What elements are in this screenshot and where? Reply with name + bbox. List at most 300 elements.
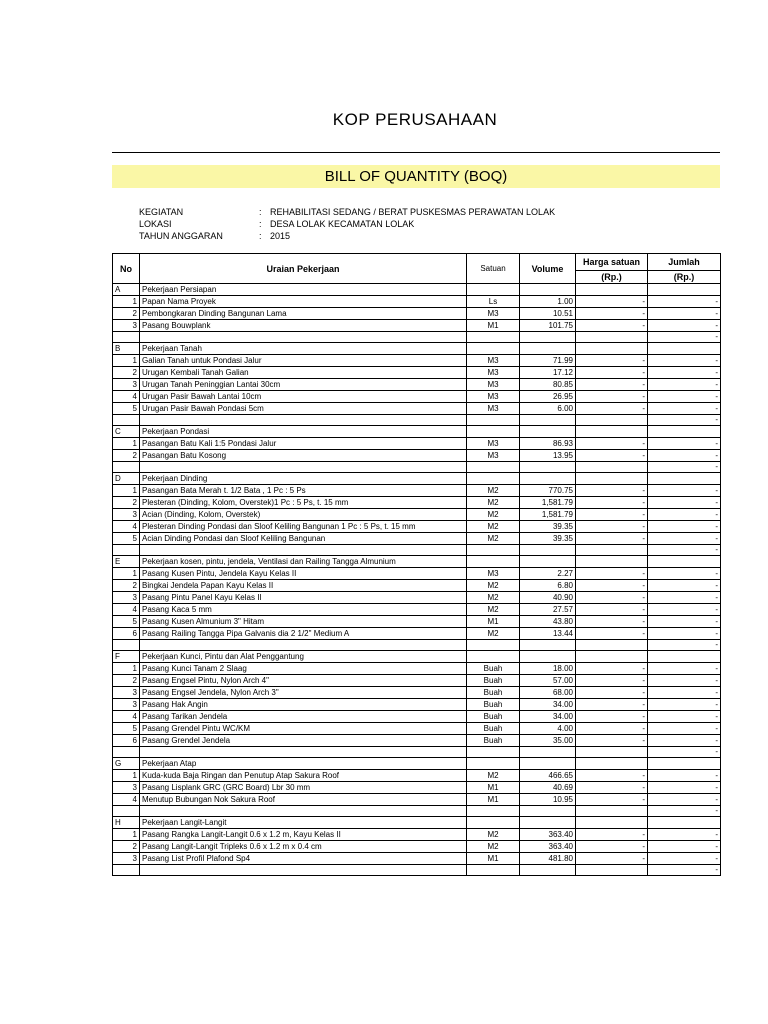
item-volume: 39.35 bbox=[520, 521, 576, 533]
empty-cell bbox=[576, 473, 648, 485]
empty-cell bbox=[113, 865, 140, 876]
meta-label: TAHUN ANGGARAN bbox=[139, 231, 223, 241]
empty-cell bbox=[113, 332, 140, 343]
item-number: 5 bbox=[113, 403, 140, 415]
empty-cell bbox=[576, 343, 648, 355]
item-volume: 18.00 bbox=[520, 663, 576, 675]
item-volume: 68.00 bbox=[520, 687, 576, 699]
item-unit-price: - bbox=[576, 687, 648, 699]
item-unit: Buah bbox=[467, 723, 520, 735]
item-volume: 1,581.79 bbox=[520, 509, 576, 521]
empty-cell bbox=[648, 817, 721, 829]
item-number: 4 bbox=[113, 794, 140, 806]
item-number: 4 bbox=[113, 391, 140, 403]
item-volume: 466.65 bbox=[520, 770, 576, 782]
item-number: 1 bbox=[113, 355, 140, 367]
meta-colon: : bbox=[259, 219, 262, 229]
item-unit: M3 bbox=[467, 450, 520, 462]
section-subtotal-row bbox=[113, 747, 721, 758]
empty-cell bbox=[467, 343, 520, 355]
table-row bbox=[113, 509, 721, 521]
section-row bbox=[113, 473, 721, 485]
empty-cell bbox=[467, 747, 520, 758]
item-number: 1 bbox=[113, 296, 140, 308]
table-row bbox=[113, 450, 721, 462]
section-row bbox=[113, 556, 721, 568]
item-number: 3 bbox=[113, 699, 140, 711]
empty-cell bbox=[576, 284, 648, 296]
item-description: Urugan Pasir Bawah Pondasi 5cm bbox=[140, 403, 467, 415]
table-row bbox=[113, 794, 721, 806]
item-description: Galian Tanah untuk Pondasi Jalur bbox=[140, 355, 467, 367]
col-header-satuan: Satuan bbox=[467, 254, 520, 284]
empty-cell bbox=[520, 865, 576, 876]
item-description: Pasangan Bata Merah t. 1/2 Bata , 1 Pc : 5 Ps bbox=[140, 485, 467, 497]
empty-cell bbox=[520, 817, 576, 829]
section-title: Pekerjaan Atap bbox=[140, 758, 467, 770]
table-row bbox=[113, 663, 721, 675]
item-number: 2 bbox=[113, 450, 140, 462]
section-subtotal-row bbox=[113, 332, 721, 343]
item-number: 4 bbox=[113, 711, 140, 723]
item-unit-price: - bbox=[576, 580, 648, 592]
section-subtotal: - bbox=[648, 640, 721, 651]
section-subtotal-row bbox=[113, 640, 721, 651]
item-number: 1 bbox=[113, 829, 140, 841]
item-unit-price: - bbox=[576, 592, 648, 604]
item-unit: M2 bbox=[467, 604, 520, 616]
item-unit-price: - bbox=[576, 675, 648, 687]
item-volume: 363.40 bbox=[520, 829, 576, 841]
empty-cell bbox=[113, 462, 140, 473]
empty-cell bbox=[520, 556, 576, 568]
item-unit-price: - bbox=[576, 355, 648, 367]
empty-cell bbox=[140, 462, 467, 473]
table-row bbox=[113, 628, 721, 640]
empty-cell bbox=[140, 640, 467, 651]
table-row bbox=[113, 841, 721, 853]
table-row bbox=[113, 367, 721, 379]
empty-cell bbox=[113, 545, 140, 556]
item-unit: Buah bbox=[467, 687, 520, 699]
section-subtotal: - bbox=[648, 545, 721, 556]
section-code: A bbox=[113, 284, 140, 296]
item-description: Pasang Grendel Pintu WC/KM bbox=[140, 723, 467, 735]
empty-cell bbox=[520, 415, 576, 426]
empty-cell bbox=[576, 640, 648, 651]
section-subtotal-row bbox=[113, 806, 721, 817]
item-unit: M3 bbox=[467, 308, 520, 320]
item-number: 1 bbox=[113, 770, 140, 782]
item-unit-price: - bbox=[576, 663, 648, 675]
meta-value: REHABILITASI SEDANG / BERAT PUSKESMAS PERAWATAN LOLAK bbox=[270, 207, 556, 217]
item-unit-price: - bbox=[576, 853, 648, 865]
item-total: - bbox=[648, 853, 721, 865]
empty-cell bbox=[576, 806, 648, 817]
item-description: Pasang List Profil Plafond Sp4 bbox=[140, 853, 467, 865]
item-volume: 26.95 bbox=[520, 391, 576, 403]
empty-cell bbox=[467, 651, 520, 663]
item-number: 3 bbox=[113, 320, 140, 332]
item-unit: M3 bbox=[467, 367, 520, 379]
item-unit: M2 bbox=[467, 533, 520, 545]
item-unit: M3 bbox=[467, 403, 520, 415]
item-number: 1 bbox=[113, 438, 140, 450]
item-number: 6 bbox=[113, 735, 140, 747]
item-volume: 101.75 bbox=[520, 320, 576, 332]
item-unit-price: - bbox=[576, 403, 648, 415]
item-unit-price: - bbox=[576, 497, 648, 509]
item-unit-price: - bbox=[576, 616, 648, 628]
item-total: - bbox=[648, 533, 721, 545]
item-unit: M1 bbox=[467, 794, 520, 806]
item-description: Pasangan Batu Kali 1:5 Pondasi Jalur bbox=[140, 438, 467, 450]
item-number: 2 bbox=[113, 580, 140, 592]
item-unit: Buah bbox=[467, 663, 520, 675]
item-total: - bbox=[648, 592, 721, 604]
empty-cell bbox=[467, 415, 520, 426]
item-total: - bbox=[648, 485, 721, 497]
item-number: 6 bbox=[113, 628, 140, 640]
empty-cell bbox=[113, 415, 140, 426]
item-total: - bbox=[648, 568, 721, 580]
item-unit-price: - bbox=[576, 699, 648, 711]
empty-cell bbox=[467, 462, 520, 473]
table-row bbox=[113, 355, 721, 367]
section-title: Pekerjaan Langit-Langit bbox=[140, 817, 467, 829]
item-total: - bbox=[648, 699, 721, 711]
item-unit: Ls bbox=[467, 296, 520, 308]
item-volume: 4.00 bbox=[520, 723, 576, 735]
item-volume: 770.75 bbox=[520, 485, 576, 497]
boq-table-body bbox=[113, 284, 721, 876]
item-number: 3 bbox=[113, 782, 140, 794]
item-number: 1 bbox=[113, 663, 140, 675]
empty-cell bbox=[520, 284, 576, 296]
item-description: Pasang Lisplank GRC (GRC Board) Lbr 30 mm bbox=[140, 782, 467, 794]
item-description: Pasang Grendel Jendela bbox=[140, 735, 467, 747]
item-unit: M2 bbox=[467, 521, 520, 533]
empty-cell bbox=[140, 332, 467, 343]
item-total: - bbox=[648, 497, 721, 509]
empty-cell bbox=[520, 343, 576, 355]
item-unit-price: - bbox=[576, 770, 648, 782]
section-code: F bbox=[113, 651, 140, 663]
item-unit-price: - bbox=[576, 308, 648, 320]
section-title: Pekerjaan Pondasi bbox=[140, 426, 467, 438]
section-title: Pekerjaan kosen, pintu, jendela, Ventilasi dan Railing Tangga Almunium bbox=[140, 556, 467, 568]
section-row bbox=[113, 758, 721, 770]
table-row bbox=[113, 379, 721, 391]
table-row bbox=[113, 699, 721, 711]
item-description: Plesteran (Dinding, Kolom, Overstek)1 Pc : 5 Ps, t. 15 mm bbox=[140, 497, 467, 509]
section-code: E bbox=[113, 556, 140, 568]
table-row bbox=[113, 711, 721, 723]
item-description: Pasang Langit-Langit Tripleks 0.6 x 1.2 m x 0.4 cm bbox=[140, 841, 467, 853]
item-unit-price: - bbox=[576, 723, 648, 735]
col-header-jumlah: Jumlah bbox=[648, 254, 721, 271]
item-volume: 34.00 bbox=[520, 699, 576, 711]
section-subtotal-row bbox=[113, 545, 721, 556]
item-unit-price: - bbox=[576, 367, 648, 379]
section-subtotal: - bbox=[648, 415, 721, 426]
item-unit: M1 bbox=[467, 616, 520, 628]
section-code: C bbox=[113, 426, 140, 438]
meta-colon: : bbox=[259, 207, 262, 217]
col-header-jumlah-rp: (Rp.) bbox=[648, 271, 721, 284]
item-total: - bbox=[648, 308, 721, 320]
item-unit-price: - bbox=[576, 735, 648, 747]
empty-cell bbox=[467, 426, 520, 438]
empty-cell bbox=[140, 415, 467, 426]
item-total: - bbox=[648, 663, 721, 675]
item-unit: M2 bbox=[467, 509, 520, 521]
item-total: - bbox=[648, 391, 721, 403]
table-row bbox=[113, 308, 721, 320]
empty-cell bbox=[576, 332, 648, 343]
item-volume: 35.00 bbox=[520, 735, 576, 747]
item-unit: M2 bbox=[467, 592, 520, 604]
item-total: - bbox=[648, 320, 721, 332]
item-volume: 71.99 bbox=[520, 355, 576, 367]
table-row bbox=[113, 616, 721, 628]
item-volume: 57.00 bbox=[520, 675, 576, 687]
item-number: 3 bbox=[113, 687, 140, 699]
item-description: Acian Dinding Pondasi dan Sloof Keliling Bangunan bbox=[140, 533, 467, 545]
item-number: 5 bbox=[113, 616, 140, 628]
item-volume: 43.80 bbox=[520, 616, 576, 628]
item-description: Pembongkaran Dinding Bangunan Lama bbox=[140, 308, 467, 320]
item-total: - bbox=[648, 829, 721, 841]
item-volume: 6.00 bbox=[520, 403, 576, 415]
table-row bbox=[113, 770, 721, 782]
empty-cell bbox=[140, 806, 467, 817]
item-number: 5 bbox=[113, 723, 140, 735]
item-volume: 80.85 bbox=[520, 379, 576, 391]
item-number: 3 bbox=[113, 853, 140, 865]
col-header-harga: Harga satuan bbox=[576, 254, 648, 271]
item-total: - bbox=[648, 794, 721, 806]
empty-cell bbox=[648, 556, 721, 568]
empty-cell bbox=[520, 747, 576, 758]
col-header-no: No bbox=[113, 254, 140, 284]
empty-cell bbox=[576, 747, 648, 758]
section-title: Pekerjaan Dinding bbox=[140, 473, 467, 485]
item-number: 2 bbox=[113, 367, 140, 379]
item-volume: 6.80 bbox=[520, 580, 576, 592]
empty-cell bbox=[520, 332, 576, 343]
empty-cell bbox=[113, 640, 140, 651]
section-row bbox=[113, 426, 721, 438]
empty-cell bbox=[520, 473, 576, 485]
item-unit-price: - bbox=[576, 521, 648, 533]
item-volume: 481.80 bbox=[520, 853, 576, 865]
document-title: BILL OF QUANTITY (BOQ) bbox=[112, 165, 720, 188]
table-row bbox=[113, 320, 721, 332]
item-description: Menutup Bubungan Nok Sakura Roof bbox=[140, 794, 467, 806]
item-unit-price: - bbox=[576, 604, 648, 616]
item-unit: M3 bbox=[467, 438, 520, 450]
item-number: 3 bbox=[113, 592, 140, 604]
item-unit: Buah bbox=[467, 675, 520, 687]
empty-cell bbox=[467, 545, 520, 556]
empty-cell bbox=[140, 545, 467, 556]
header-divider bbox=[112, 152, 720, 153]
item-total: - bbox=[648, 604, 721, 616]
table-row bbox=[113, 521, 721, 533]
section-subtotal: - bbox=[648, 462, 721, 473]
empty-cell bbox=[467, 284, 520, 296]
empty-cell bbox=[140, 747, 467, 758]
item-volume: 2.27 bbox=[520, 568, 576, 580]
item-unit: M2 bbox=[467, 829, 520, 841]
item-unit-price: - bbox=[576, 509, 648, 521]
table-row bbox=[113, 497, 721, 509]
col-header-harga-rp: (Rp.) bbox=[576, 271, 648, 284]
item-total: - bbox=[648, 711, 721, 723]
table-row bbox=[113, 829, 721, 841]
empty-cell bbox=[520, 640, 576, 651]
section-subtotal: - bbox=[648, 747, 721, 758]
item-number: 2 bbox=[113, 675, 140, 687]
item-description: Pasang Bouwplank bbox=[140, 320, 467, 332]
section-subtotal-row bbox=[113, 415, 721, 426]
item-unit-price: - bbox=[576, 450, 648, 462]
item-unit-price: - bbox=[576, 628, 648, 640]
item-description: Pasang Kusen Almunium 3" Hitam bbox=[140, 616, 467, 628]
item-total: - bbox=[648, 403, 721, 415]
item-unit: M3 bbox=[467, 391, 520, 403]
item-description: Acian (Dinding, Kolom, Overstek) bbox=[140, 509, 467, 521]
item-total: - bbox=[648, 782, 721, 794]
item-number: 4 bbox=[113, 604, 140, 616]
item-number: 1 bbox=[113, 568, 140, 580]
col-header-uraian: Uraian Pekerjaan bbox=[140, 254, 467, 284]
section-subtotal: - bbox=[648, 806, 721, 817]
section-code: G bbox=[113, 758, 140, 770]
item-description: Urugan Pasir Bawah Lantai 10cm bbox=[140, 391, 467, 403]
item-unit: M2 bbox=[467, 770, 520, 782]
table-row bbox=[113, 403, 721, 415]
item-description: Pasangan Batu Kosong bbox=[140, 450, 467, 462]
item-description: Pasang Engsel Jendela, Nylon Arch 3" bbox=[140, 687, 467, 699]
item-total: - bbox=[648, 687, 721, 699]
item-unit-price: - bbox=[576, 794, 648, 806]
empty-cell bbox=[576, 651, 648, 663]
table-row bbox=[113, 568, 721, 580]
section-code: D bbox=[113, 473, 140, 485]
table-row bbox=[113, 296, 721, 308]
section-title: Pekerjaan Kunci, Pintu dan Alat Penggantung bbox=[140, 651, 467, 663]
section-subtotal: - bbox=[648, 865, 721, 876]
item-unit-price: - bbox=[576, 485, 648, 497]
item-total: - bbox=[648, 770, 721, 782]
meta-label: KEGIATAN bbox=[139, 207, 184, 217]
empty-cell bbox=[576, 865, 648, 876]
item-unit: M2 bbox=[467, 485, 520, 497]
item-unit-price: - bbox=[576, 841, 648, 853]
empty-cell bbox=[520, 806, 576, 817]
item-unit: Buah bbox=[467, 711, 520, 723]
item-unit-price: - bbox=[576, 296, 648, 308]
empty-cell bbox=[576, 758, 648, 770]
item-number: 3 bbox=[113, 509, 140, 521]
empty-cell bbox=[520, 545, 576, 556]
item-total: - bbox=[648, 675, 721, 687]
empty-cell bbox=[520, 426, 576, 438]
item-total: - bbox=[648, 367, 721, 379]
col-header-volume: Volume bbox=[520, 254, 576, 284]
empty-cell bbox=[520, 462, 576, 473]
item-unit: M1 bbox=[467, 320, 520, 332]
item-total: - bbox=[648, 580, 721, 592]
item-description: Pasang Engsel Pintu, Nylon Arch 4" bbox=[140, 675, 467, 687]
section-row bbox=[113, 817, 721, 829]
item-description: Pasang Kusen Pintu, Jendela Kayu Kelas II bbox=[140, 568, 467, 580]
empty-cell bbox=[648, 758, 721, 770]
table-row bbox=[113, 735, 721, 747]
item-description: Pasang Pintu Panel Kayu Kelas II bbox=[140, 592, 467, 604]
empty-cell bbox=[113, 806, 140, 817]
item-volume: 10.51 bbox=[520, 308, 576, 320]
item-volume: 13.44 bbox=[520, 628, 576, 640]
item-volume: 10.95 bbox=[520, 794, 576, 806]
item-unit-price: - bbox=[576, 568, 648, 580]
empty-cell bbox=[140, 865, 467, 876]
item-description: Pasang Railing Tangga Pipa Galvanis dia 2 1/2" Medium A bbox=[140, 628, 467, 640]
item-total: - bbox=[648, 616, 721, 628]
item-description: Urugan Tanah Peninggian Lantai 30cm bbox=[140, 379, 467, 391]
section-title: Pekerjaan Tanah bbox=[140, 343, 467, 355]
item-number: 4 bbox=[113, 521, 140, 533]
item-unit-price: - bbox=[576, 438, 648, 450]
table-row bbox=[113, 723, 721, 735]
empty-cell bbox=[576, 817, 648, 829]
item-unit: M2 bbox=[467, 841, 520, 853]
item-total: - bbox=[648, 379, 721, 391]
item-total: - bbox=[648, 628, 721, 640]
item-unit-price: - bbox=[576, 533, 648, 545]
empty-cell bbox=[576, 426, 648, 438]
item-volume: 13.95 bbox=[520, 450, 576, 462]
table-row bbox=[113, 592, 721, 604]
empty-cell bbox=[576, 556, 648, 568]
section-row bbox=[113, 651, 721, 663]
item-number: 2 bbox=[113, 841, 140, 853]
item-total: - bbox=[648, 438, 721, 450]
table-row bbox=[113, 687, 721, 699]
item-unit: M2 bbox=[467, 580, 520, 592]
section-subtotal: - bbox=[648, 332, 721, 343]
section-title: Pekerjaan Persiapan bbox=[140, 284, 467, 296]
item-description: Pasang Rangka Langit-Langit 0.6 x 1.2 m, Kayu Kelas II bbox=[140, 829, 467, 841]
item-description: Pasang Kunci Tanam 2 Slaag bbox=[140, 663, 467, 675]
item-volume: 86.93 bbox=[520, 438, 576, 450]
item-description: Plesteran Dinding Pondasi dan Sloof Keliling Bangunan 1 Pc : 5 Ps, t. 15 mm bbox=[140, 521, 467, 533]
section-code: H bbox=[113, 817, 140, 829]
empty-cell bbox=[576, 462, 648, 473]
empty-cell bbox=[576, 545, 648, 556]
item-volume: 39.35 bbox=[520, 533, 576, 545]
item-volume: 363.40 bbox=[520, 841, 576, 853]
empty-cell bbox=[467, 473, 520, 485]
item-volume: 40.90 bbox=[520, 592, 576, 604]
meta-value: 2015 bbox=[270, 231, 291, 241]
table-row bbox=[113, 391, 721, 403]
section-row bbox=[113, 343, 721, 355]
table-row bbox=[113, 438, 721, 450]
meta-colon: : bbox=[259, 231, 262, 241]
